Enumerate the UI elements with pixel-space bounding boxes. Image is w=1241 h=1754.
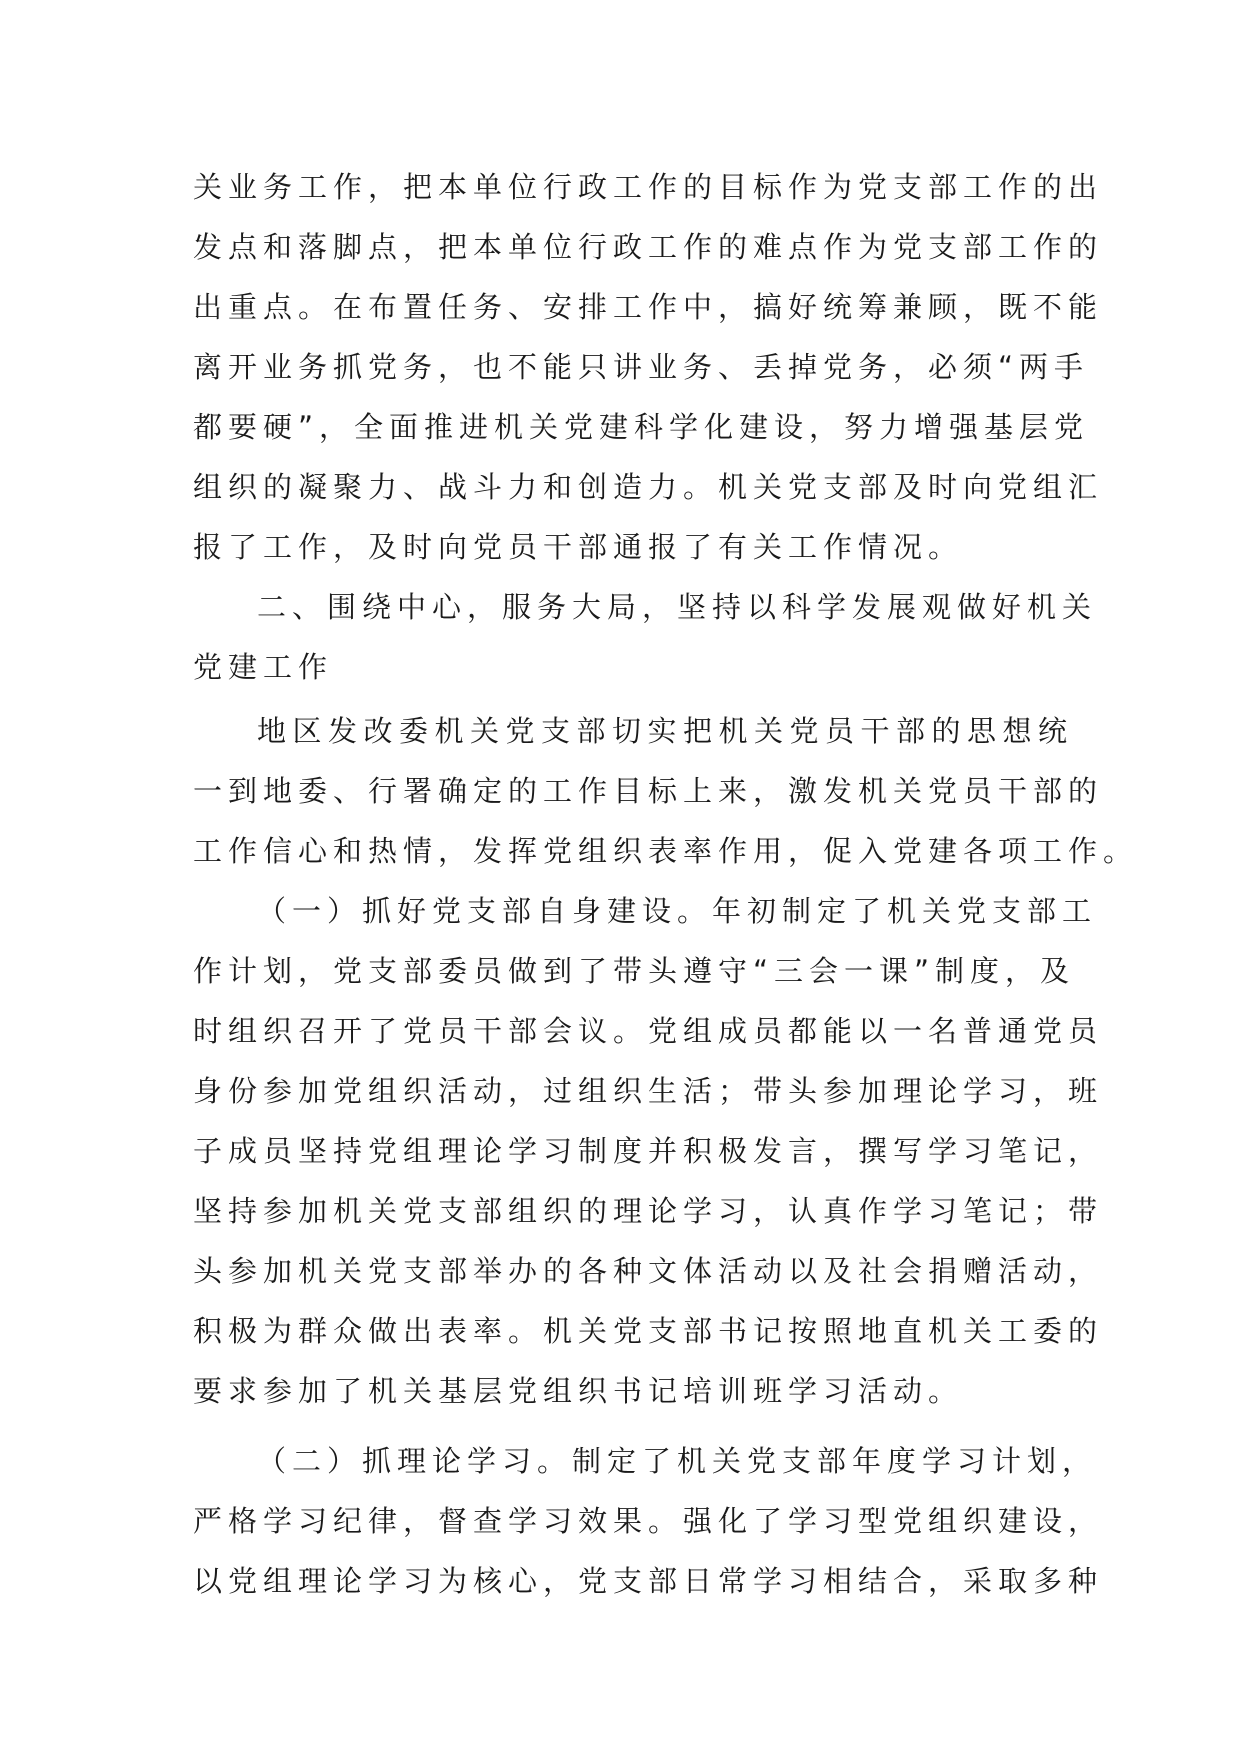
subsection-heading: （二）抓理论学习。制定了机关党支部年度学习计划， — [257, 1444, 1098, 1478]
section-heading: 党建工作 — [193, 650, 334, 684]
text-line: 地区发改委机关党支部切实把机关党员干部的思想统 — [257, 714, 1073, 748]
text-line: 积极为群众做出表率。机关党支部书记按照地直机关工委的 — [193, 1314, 1104, 1348]
text-line: 工作信心和热情，发挥党组织表率作用，促入党建各项工作。 — [193, 834, 1139, 868]
text-line: 作计划，党支部委员做到了带头遵守“三会一课”制度，及 — [193, 954, 1076, 988]
text-line: 离开业务抓党务，也不能只讲业务、丢掉党务，必须“两手 — [193, 350, 1090, 384]
subsection-heading: （一）抓好党支部自身建设。年初制定了机关党支部工 — [257, 894, 1098, 928]
text-line: 时组织召开了党员干部会议。党组成员都能以一名普通党员 — [193, 1014, 1104, 1048]
document-body — [193, 157, 1139, 1611]
text-line: 关业务工作，把本单位行政工作的目标作为党支部工作的出 — [193, 170, 1104, 204]
section-heading: 二、围绕中心，服务大局，坚持以科学发展观做好机关 — [257, 590, 1098, 624]
text-line: 一到地委、行署确定的工作目标上来，激发机关党员干部的 — [193, 774, 1104, 808]
text-line: 严格学习纪律，督查学习效果。强化了学习型党组织建设， — [193, 1504, 1104, 1538]
text-line: 发点和落脚点，把本单位行政工作的难点作为党支部工作的 — [193, 230, 1104, 264]
text-line: 以党组理论学习为核心，党支部日常学习相结合，采取多种 — [193, 1564, 1104, 1598]
text-line: 组织的凝聚力、战斗力和创造力。机关党支部及时向党组汇 — [193, 470, 1104, 504]
text-line: 要求参加了机关基层党组织书记培训班学习活动。 — [193, 1374, 964, 1408]
text-line: 身份参加党组织活动，过组织生活；带头参加理论学习，班 — [193, 1074, 1104, 1108]
text-line: 都要硬”，全面推进机关党建科学化建设，努力增强基层党 — [193, 410, 1090, 444]
text-line: 坚持参加机关党支部组织的理论学习，认真作学习笔记；带 — [193, 1194, 1104, 1228]
text-line: 报了工作，及时向党员干部通报了有关工作情况。 — [193, 530, 964, 564]
text-line: 出重点。在布置任务、安排工作中，搞好统筹兼顾，既不能 — [193, 290, 1104, 324]
text-line: 头参加机关党支部举办的各种文体活动以及社会捐赠活动， — [193, 1254, 1104, 1288]
text-line: 子成员坚持党组理论学习制度并积极发言，撰写学习笔记， — [193, 1134, 1104, 1168]
